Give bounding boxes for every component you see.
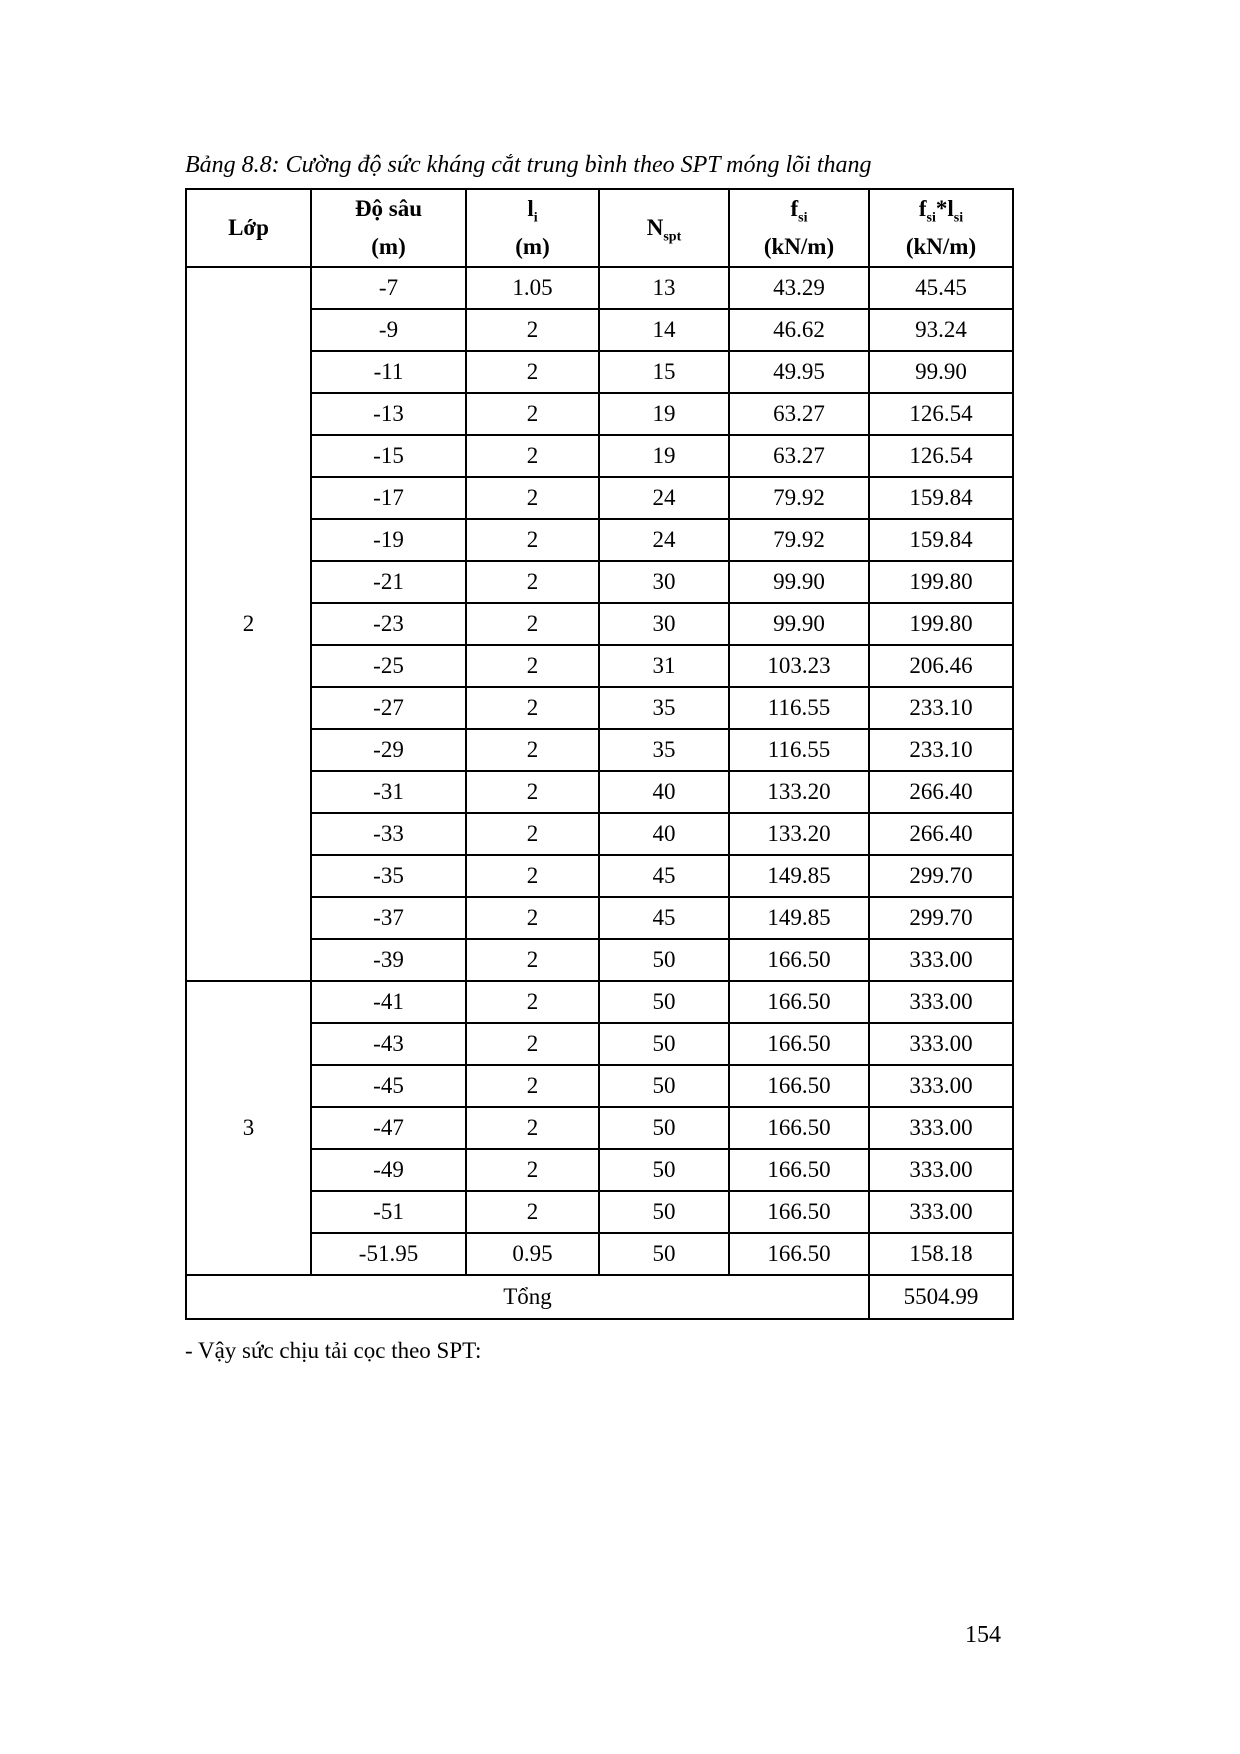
header-fsi-lsi-unit: (kN/m) (905, 234, 977, 259)
cell-depth: -43 (311, 1023, 466, 1065)
cell-fsili: 99.90 (869, 351, 1013, 393)
cell-fsi: 149.85 (729, 855, 869, 897)
cell-fsili: 333.00 (869, 1107, 1013, 1149)
table-row (186, 1191, 1013, 1233)
cell-li: 2 (466, 729, 599, 771)
cell-fsi: 166.50 (729, 1107, 869, 1149)
cell-li: 2 (466, 771, 599, 813)
cell-li: 2 (466, 1065, 599, 1107)
header-row (186, 189, 1013, 267)
cell-li: 2 (466, 309, 599, 351)
cell-li: 0.95 (466, 1233, 599, 1275)
cell-fsili: 266.40 (869, 813, 1013, 855)
cell-fsi: 63.27 (729, 393, 869, 435)
cell-fsi: 46.62 (729, 309, 869, 351)
cell-fsili: 199.80 (869, 561, 1013, 603)
table-footer (186, 1275, 1013, 1319)
cell-fsi: 103.23 (729, 645, 869, 687)
total-row (186, 1275, 1013, 1319)
header-fsi-unit: (kN/m) (763, 234, 835, 259)
cell-fsi: 133.20 (729, 771, 869, 813)
cell-depth: -37 (311, 897, 466, 939)
cell-fsi: 133.20 (729, 813, 869, 855)
cell-fsili: 126.54 (869, 393, 1013, 435)
cell-nspt: 24 (599, 519, 729, 561)
cell-fsi: 149.85 (729, 897, 869, 939)
cell-fsili: 45.45 (869, 267, 1013, 309)
cell-nspt: 35 (599, 729, 729, 771)
cell-depth: -31 (311, 771, 466, 813)
cell-depth: -7 (311, 267, 466, 309)
cell-fsili: 126.54 (869, 435, 1013, 477)
cell-fsi: 99.90 (729, 603, 869, 645)
table-row (186, 897, 1013, 939)
cell-depth: -49 (311, 1149, 466, 1191)
table-row (186, 1065, 1013, 1107)
cell-depth: -51 (311, 1191, 466, 1233)
table-row (186, 939, 1013, 981)
header-depth-unit: (m) (371, 234, 406, 259)
cell-fsili: 333.00 (869, 1023, 1013, 1065)
cell-fsili: 333.00 (869, 939, 1013, 981)
cell-nspt: 35 (599, 687, 729, 729)
table-row (186, 1149, 1013, 1191)
cell-fsili: 93.24 (869, 309, 1013, 351)
cell-fsili: 333.00 (869, 1149, 1013, 1191)
cell-li: 2 (466, 645, 599, 687)
header-depth-label: Độ sâu (354, 196, 423, 221)
header-li-label: $l_i$ (527, 196, 538, 226)
cell-depth: -25 (311, 645, 466, 687)
cell-fsili: 299.70 (869, 855, 1013, 897)
cell-fsili: 206.46 (869, 645, 1013, 687)
cell-fsi: 49.95 (729, 351, 869, 393)
cell-li: 2 (466, 393, 599, 435)
header-fsi-lsi-label: $f_{si}*l_{si}$ (918, 196, 964, 226)
table-row (186, 393, 1013, 435)
table-row (186, 645, 1013, 687)
table-caption: Bảng 8.8: Cường độ sức kháng cắt trung bình theo SPT móng lõi thang (185, 152, 872, 178)
page-content (185, 152, 1012, 1364)
total-label: Tổng (186, 1275, 869, 1319)
header-fsi-lsi (869, 189, 1013, 267)
cell-nspt: 40 (599, 813, 729, 855)
layer-cell: 3 (186, 981, 311, 1275)
cell-depth: -15 (311, 435, 466, 477)
cell-nspt: 50 (599, 1233, 729, 1275)
header-li-unit: (m) (515, 234, 550, 259)
total-value: 5504.99 (869, 1275, 1013, 1319)
table-row (186, 981, 1013, 1023)
cell-nspt: 19 (599, 435, 729, 477)
cell-li: 2 (466, 1191, 599, 1233)
table-header (186, 189, 1013, 267)
table-row (186, 687, 1013, 729)
cell-fsili: 233.10 (869, 687, 1013, 729)
cell-li: 2 (466, 855, 599, 897)
cell-fsili: 233.10 (869, 729, 1013, 771)
cell-fsi: 166.50 (729, 1065, 869, 1107)
cell-li: 2 (466, 1023, 599, 1065)
cell-nspt: 50 (599, 1191, 729, 1233)
cell-depth: -41 (311, 981, 466, 1023)
header-fsi (729, 189, 869, 267)
page-number: 154 (965, 1622, 1001, 1648)
cell-nspt: 13 (599, 267, 729, 309)
cell-depth: -51.95 (311, 1233, 466, 1275)
cell-fsi: 166.50 (729, 1191, 869, 1233)
header-nspt-label: $N_{spt}$ (646, 215, 682, 245)
cell-depth: -27 (311, 687, 466, 729)
cell-depth: -47 (311, 1107, 466, 1149)
layer-cell: 2 (186, 267, 311, 981)
cell-li: 2 (466, 519, 599, 561)
table-row (186, 729, 1013, 771)
cell-li: 2 (466, 897, 599, 939)
cell-fsili: 158.18 (869, 1233, 1013, 1275)
cell-fsi: 43.29 (729, 267, 869, 309)
note-text: - Vậy sức chịu tải cọc theo SPT: (185, 1338, 482, 1363)
cell-fsi: 166.50 (729, 939, 869, 981)
cell-nspt: 15 (599, 351, 729, 393)
cell-nspt: 14 (599, 309, 729, 351)
header-layer (186, 189, 311, 267)
cell-li: 2 (466, 351, 599, 393)
header-nspt (599, 189, 729, 267)
cell-li: 2 (466, 1149, 599, 1191)
cell-li: 2 (466, 603, 599, 645)
cell-depth: -19 (311, 519, 466, 561)
header-fsi-label: $f_{si}$ (790, 196, 808, 226)
cell-fsi: 79.92 (729, 477, 869, 519)
cell-depth: -29 (311, 729, 466, 771)
cell-fsili: 159.84 (869, 477, 1013, 519)
cell-nspt: 50 (599, 1107, 729, 1149)
table-row (186, 1233, 1013, 1275)
cell-fsi: 166.50 (729, 1023, 869, 1065)
cell-li: 2 (466, 939, 599, 981)
cell-fsili: 333.00 (869, 1191, 1013, 1233)
cell-fsi: 116.55 (729, 729, 869, 771)
cell-fsi: 166.50 (729, 981, 869, 1023)
table-row (186, 813, 1013, 855)
cell-fsi: 166.50 (729, 1149, 869, 1191)
cell-fsili: 299.70 (869, 897, 1013, 939)
cell-depth: -33 (311, 813, 466, 855)
cell-fsili: 159.84 (869, 519, 1013, 561)
cell-depth: -45 (311, 1065, 466, 1107)
cell-nspt: 30 (599, 561, 729, 603)
table-row (186, 1023, 1013, 1065)
table-row (186, 267, 1013, 309)
cell-li: 2 (466, 1107, 599, 1149)
cell-depth: -39 (311, 939, 466, 981)
cell-fsi: 99.90 (729, 561, 869, 603)
cell-fsi: 63.27 (729, 435, 869, 477)
cell-li: 2 (466, 477, 599, 519)
cell-nspt: 30 (599, 603, 729, 645)
cell-fsili: 333.00 (869, 981, 1013, 1023)
cell-fsi: 166.50 (729, 1233, 869, 1275)
cell-li: 2 (466, 435, 599, 477)
cell-nspt: 19 (599, 393, 729, 435)
cell-nspt: 31 (599, 645, 729, 687)
cell-nspt: 50 (599, 981, 729, 1023)
table-row (186, 477, 1013, 519)
cell-fsi: 79.92 (729, 519, 869, 561)
table-row (186, 561, 1013, 603)
table-row (186, 771, 1013, 813)
table-row (186, 351, 1013, 393)
cell-depth: -9 (311, 309, 466, 351)
cell-li: 2 (466, 687, 599, 729)
cell-fsili: 199.80 (869, 603, 1013, 645)
cell-depth: -13 (311, 393, 466, 435)
spt-table (185, 188, 1014, 1320)
header-layer-label: Lớp (228, 215, 269, 240)
cell-li: 1.05 (466, 267, 599, 309)
cell-fsili: 266.40 (869, 771, 1013, 813)
cell-nspt: 50 (599, 939, 729, 981)
table-row (186, 309, 1013, 351)
cell-depth: -11 (311, 351, 466, 393)
table-row (186, 855, 1013, 897)
table-row (186, 1107, 1013, 1149)
cell-fsi: 116.55 (729, 687, 869, 729)
cell-li: 2 (466, 981, 599, 1023)
cell-li: 2 (466, 813, 599, 855)
table-row (186, 435, 1013, 477)
table-body (186, 267, 1013, 1275)
cell-depth: -17 (311, 477, 466, 519)
table-row (186, 519, 1013, 561)
cell-li: 2 (466, 561, 599, 603)
header-li (466, 189, 599, 267)
cell-fsili: 333.00 (869, 1065, 1013, 1107)
cell-nspt: 45 (599, 897, 729, 939)
cell-nspt: 50 (599, 1149, 729, 1191)
cell-nspt: 24 (599, 477, 729, 519)
cell-nspt: 50 (599, 1023, 729, 1065)
table-row (186, 603, 1013, 645)
cell-depth: -21 (311, 561, 466, 603)
cell-depth: -35 (311, 855, 466, 897)
cell-nspt: 50 (599, 1065, 729, 1107)
cell-nspt: 40 (599, 771, 729, 813)
cell-depth: -23 (311, 603, 466, 645)
header-depth (311, 189, 466, 267)
cell-nspt: 45 (599, 855, 729, 897)
